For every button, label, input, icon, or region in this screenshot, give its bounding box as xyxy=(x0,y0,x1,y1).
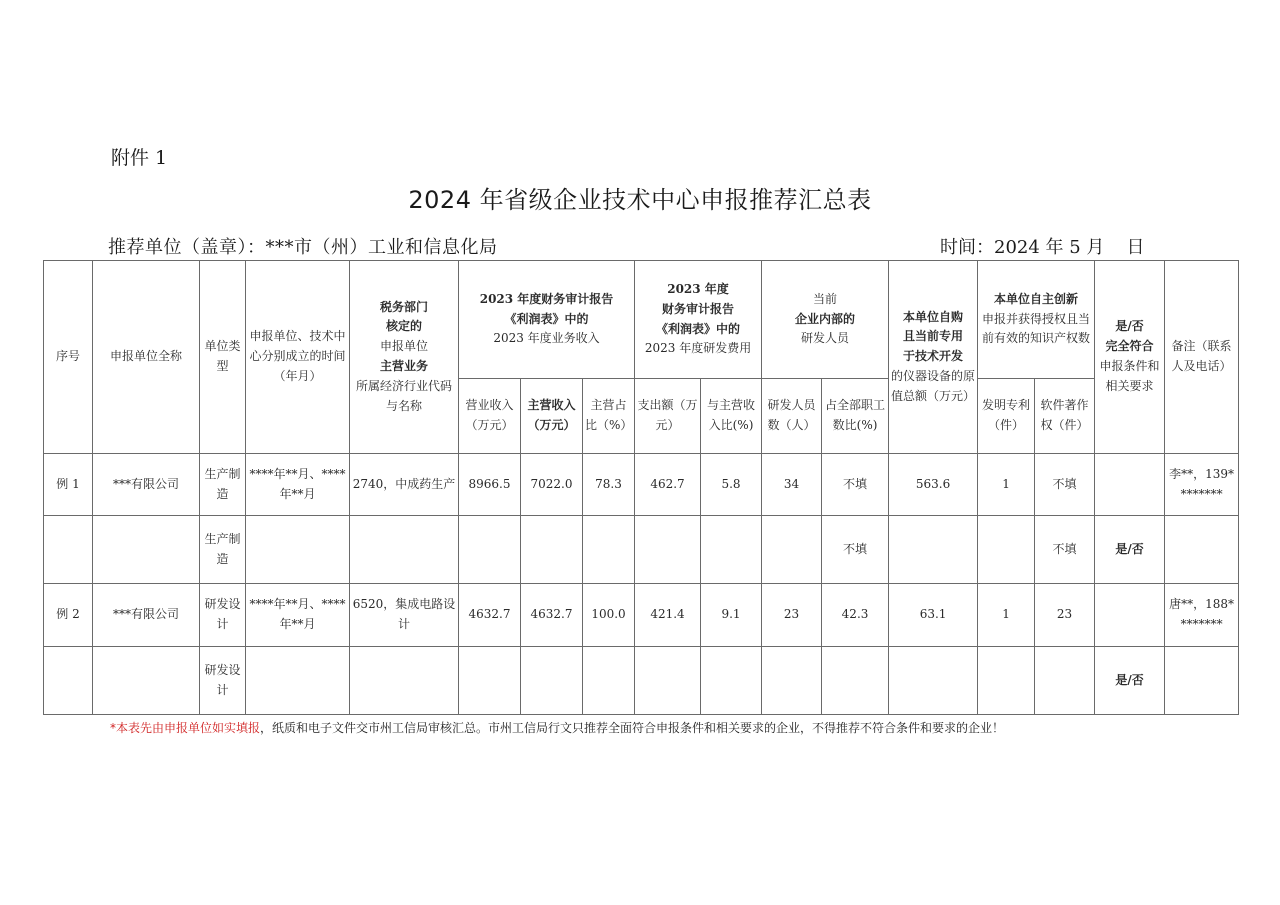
footnote-text: ，纸质和电子文件交市州工信局审核汇总。市州工信局行文只推荐全面符合申报条件和相关要求的企业，不得推荐不符合条件和要求的企业！ xyxy=(260,721,1005,735)
cell-patents xyxy=(978,647,1035,715)
header-equipment xyxy=(889,261,978,454)
header-equipment-line2: 且当前专用 xyxy=(903,329,964,344)
cell-unit-name xyxy=(93,647,200,715)
footnote xyxy=(110,719,1004,736)
cell-setup-time xyxy=(246,647,350,715)
cell-software: 23 xyxy=(1035,584,1095,647)
cell-main-revenue: 4632.7 xyxy=(521,584,583,647)
cell-software xyxy=(1035,647,1095,715)
cell-op-revenue: 8966.5 xyxy=(459,454,521,516)
cell-rd-ratio: 9.1 xyxy=(701,584,762,647)
header-tax-line1: 税务部门 xyxy=(379,299,428,314)
cell-setup-time: ****年**月、****年**月 xyxy=(246,454,350,516)
cell-op-revenue: 4632.7 xyxy=(459,584,521,647)
cell-unit-name: ***有限公司 xyxy=(93,454,200,516)
header-tax-industry xyxy=(350,261,459,454)
header-compliance-line1: 是/否 xyxy=(1115,319,1144,334)
cell-industry: 6520，集成电路设计 xyxy=(350,584,459,647)
time-label: 时间：2024 年 5 月 xyxy=(940,237,1105,258)
cell-software: 不填 xyxy=(1035,454,1095,516)
cell-compliance xyxy=(1095,454,1165,516)
header-rd-staff-ratio: 占全部职工数比(%) xyxy=(822,379,889,454)
cell-rd-amount xyxy=(635,647,701,715)
footnote-highlight: *本表先由申报单位如实填报 xyxy=(110,721,261,735)
cell-patents: 1 xyxy=(978,454,1035,516)
header-main-share: 主营占比（%） xyxy=(583,379,635,454)
cell-equipment xyxy=(889,647,978,715)
header-setup-time: 申报单位、技术中心分别成立的时间（年月） xyxy=(246,261,350,454)
header-staff-line1: 当前 xyxy=(813,291,838,306)
header-op-revenue: 营业收入（万元） xyxy=(459,379,521,454)
header-revenue-group xyxy=(459,261,635,379)
header-ip-line2: 申报并获得授权且当前有效的知识产权数 xyxy=(982,311,1091,346)
header-staff-line2: 企业内部的 xyxy=(795,311,856,326)
cell-rd-staff-ratio: 42.3 xyxy=(822,584,889,647)
header-equipment-line1: 本单位自购 xyxy=(903,309,964,324)
cell-seq xyxy=(44,647,93,715)
header-ip-group xyxy=(978,261,1095,379)
header-unit-type: 单位类型 xyxy=(200,261,246,454)
cell-unit-type: 生产制造 xyxy=(200,454,246,516)
header-rd-ratio: 与主营收入比(%) xyxy=(701,379,762,454)
attachment-label: 附件 1 xyxy=(111,147,168,169)
header-rd-amount: 支出额（万元） xyxy=(635,379,701,454)
table-row xyxy=(44,516,1239,584)
cell-rd-staff-ratio: 不填 xyxy=(822,516,889,584)
header-revenue-line3: 2023 年度业务收入 xyxy=(493,331,600,346)
cell-main-share xyxy=(583,516,635,584)
cell-rd-staff: 23 xyxy=(762,584,822,647)
cell-rd-ratio xyxy=(701,516,762,584)
header-main-revenue: 主营收入（万元） xyxy=(521,379,583,454)
cell-patents: 1 xyxy=(978,584,1035,647)
cell-industry xyxy=(350,647,459,715)
cell-unit-type: 生产制造 xyxy=(200,516,246,584)
header-ip-line1: 本单位自主创新 xyxy=(994,291,1079,306)
cell-equipment: 63.1 xyxy=(889,584,978,647)
cell-rd-staff-ratio xyxy=(822,647,889,715)
header-compliance-line3: 申报条件和相关要求 xyxy=(1099,359,1160,393)
cell-seq: 例 2 xyxy=(44,584,93,647)
header-revenue-line1: 2023 年度财务审计报告 xyxy=(479,291,614,306)
time-day: 日 xyxy=(1126,237,1145,258)
table-row xyxy=(44,647,1239,715)
cell-compliance: 是/否 xyxy=(1095,647,1165,715)
header-staff-group xyxy=(762,261,889,379)
header-tax-line5: 所属经济行业代码与名称 xyxy=(355,378,452,413)
cell-main-revenue xyxy=(521,516,583,584)
cell-remark: 李**，139******** xyxy=(1165,454,1239,516)
header-tax-line2: 核定的 xyxy=(385,319,422,334)
recommender-line: 推荐单位（盖章）：***市（州）工业和信息化局 xyxy=(108,237,498,258)
cell-compliance: 是/否 xyxy=(1095,516,1165,584)
cell-rd-staff: 34 xyxy=(762,454,822,516)
cell-op-revenue xyxy=(459,647,521,715)
header-equipment-line3: 于技术开发 xyxy=(903,349,964,364)
cell-setup-time xyxy=(246,516,350,584)
cell-op-revenue xyxy=(459,516,521,584)
cell-software: 不填 xyxy=(1035,516,1095,584)
cell-unit-name xyxy=(93,516,200,584)
header-rd-line3: 《利润表》中的 xyxy=(656,321,741,336)
cell-rd-staff-ratio: 不填 xyxy=(822,454,889,516)
cell-setup-time: ****年**月、****年**月 xyxy=(246,584,350,647)
cell-unit-type: 研发设计 xyxy=(200,647,246,715)
header-compliance xyxy=(1095,261,1165,454)
header-rd-line2: 财务审计报告 xyxy=(662,301,735,316)
cell-rd-amount xyxy=(635,516,701,584)
header-compliance-line2: 完全符合 xyxy=(1105,339,1154,354)
cell-rd-ratio xyxy=(701,647,762,715)
table-row xyxy=(44,584,1239,647)
cell-remark xyxy=(1165,516,1239,584)
header-rd-group xyxy=(635,261,762,379)
header-row-1 xyxy=(44,261,1239,379)
cell-rd-amount: 462.7 xyxy=(635,454,701,516)
header-equipment-line4: 的仪器设备的原值总额（万元） xyxy=(891,368,976,403)
header-software: 软件著作权（件） xyxy=(1035,379,1095,454)
header-rd-line1: 2023 年度 xyxy=(667,281,729,296)
cell-main-revenue: 7022.0 xyxy=(521,454,583,516)
table-row xyxy=(44,454,1239,516)
cell-industry: 2740，中成药生产 xyxy=(350,454,459,516)
header-tax-line4: 主营业务 xyxy=(379,359,428,373)
cell-main-share: 100.0 xyxy=(583,584,635,647)
cell-rd-amount: 421.4 xyxy=(635,584,701,647)
cell-industry xyxy=(350,516,459,584)
cell-rd-staff xyxy=(762,647,822,715)
cell-compliance xyxy=(1095,584,1165,647)
cell-main-revenue xyxy=(521,647,583,715)
header-unit-name: 申报单位全称 xyxy=(93,261,200,454)
header-remark: 备注（联系人及电话） xyxy=(1165,261,1239,454)
cell-equipment: 563.6 xyxy=(889,454,978,516)
time-line xyxy=(940,233,1144,259)
header-rd-line4: 2023 年度研发费用 xyxy=(644,341,752,356)
header-staff-line3: 研发人员 xyxy=(801,331,850,346)
cell-rd-ratio: 5.8 xyxy=(701,454,762,516)
header-revenue-line2: 《利润表》中的 xyxy=(504,311,589,326)
cell-unit-type: 研发设计 xyxy=(200,584,246,647)
cell-remark: 唐**，188******** xyxy=(1165,584,1239,647)
header-rd-staff: 研发人员数（人） xyxy=(762,379,822,454)
cell-patents xyxy=(978,516,1035,584)
cell-rd-staff xyxy=(762,516,822,584)
cell-remark xyxy=(1165,647,1239,715)
cell-unit-name: ***有限公司 xyxy=(93,584,200,647)
cell-main-share: 78.3 xyxy=(583,454,635,516)
summary-table xyxy=(43,260,1239,715)
header-tax-line3: 申报单位 xyxy=(379,339,428,354)
header-seq: 序号 xyxy=(44,261,93,454)
cell-equipment xyxy=(889,516,978,584)
cell-main-share xyxy=(583,647,635,715)
cell-seq xyxy=(44,516,93,584)
document-title: 2024 年省级企业技术中心申报推荐汇总表 xyxy=(408,186,872,214)
cell-seq: 例 1 xyxy=(44,454,93,516)
header-patents: 发明专利（件） xyxy=(978,379,1035,454)
